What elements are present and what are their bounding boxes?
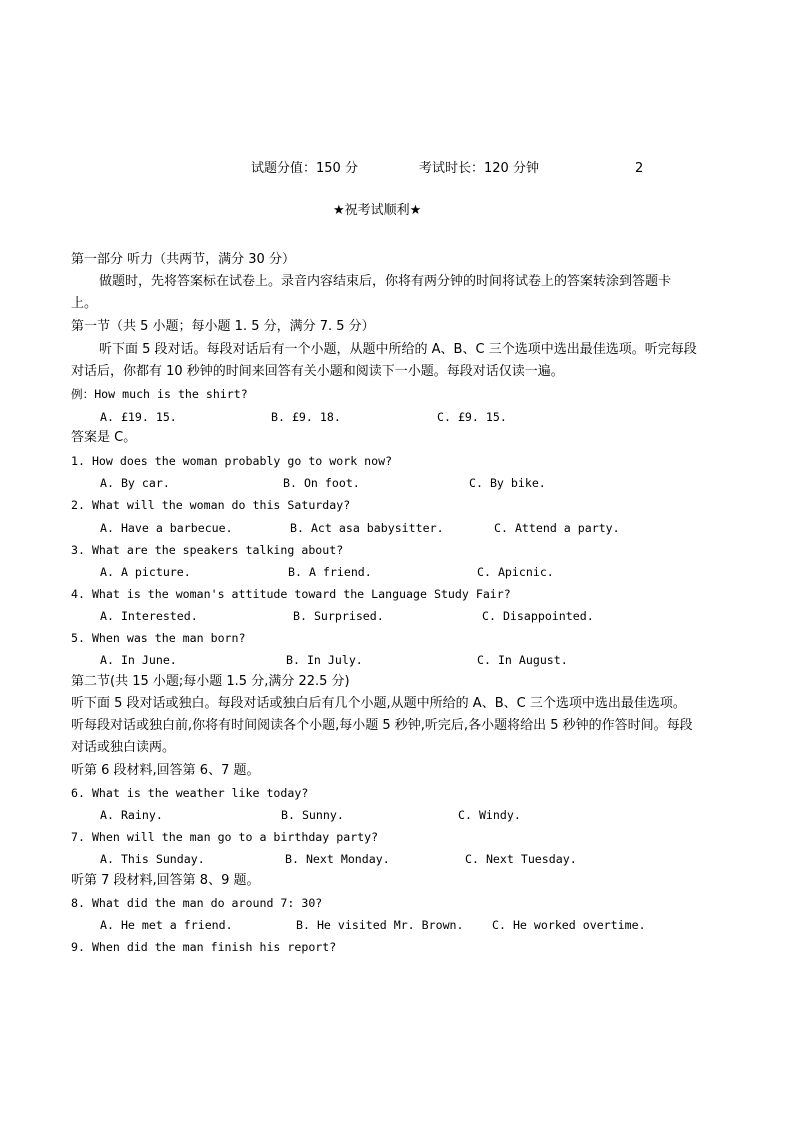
question-6: 6. What is the weather like today? [71,786,309,800]
question-2: 2. What will the woman do this Saturday? [71,498,351,512]
example-answer: 答案是 C。 [71,430,137,445]
question-3: 3. What are the speakers talking about? [71,543,344,557]
question-5-option-c: C. In August. [477,653,568,667]
question-6-option-b: B. Sunny. [281,808,344,822]
question-4-option-c: C. Disappointed. [482,609,594,623]
question-7: 7. When will the man go to a birthday party? [71,830,379,844]
question-3-option-c: C. Apicnic. [477,565,554,579]
part-one-title: 第一部分 听力（共两节，满分 30 分） [71,252,295,267]
question-2-option-b: B. Act asa babysitter. [290,521,444,535]
example-option-b: B. £9. 18. [271,410,341,424]
question-4-option-b: B. Surprised. [293,609,384,623]
exam-duration: 考试时长：120 分钟 [419,161,539,176]
question-1: 1. How does the woman probably go to work now? [71,454,393,468]
question-7-option-b: B. Next Monday. [285,852,390,866]
example-option-c: C. £9. 15. [437,410,507,424]
part-one-intro: 做题时，先将答案标在试卷上。录音内容结束后，你将有两分钟的时间将试卷上的答案转涂到答题卡 [99,274,672,289]
question-4-option-a: A. Interested. [100,609,198,623]
section-two-title: 第二节(共 15 小题;每小题 1.5 分,满分 22.5 分) [71,674,350,689]
question-1-option-c: C. By bike. [469,476,546,490]
question-8-option-b: B. He visited Mr. Brown. [296,918,464,932]
question-7-option-a: A. This Sunday. [100,852,205,866]
section-one-instructions: 听下面 5 段对话。每段对话后有一个小题，从题中所给的 A、B、C 三个选项中选出最佳选项。听完每段 [99,342,697,357]
section-two-instructions-cont: 听每段对话或独白前,你将有时间阅读各个小题,每小题 5 秒钟,听完后,各小题将给出 5 秒钟的作答时间。每段 [71,718,693,733]
question-2-option-c: C. Attend a party. [494,521,620,535]
question-7-option-c: C. Next Tuesday. [465,852,577,866]
example-question: 例：How much is the shirt? [71,387,248,401]
section-two-instructions-end: 对话或独白读两。 [71,740,176,755]
question-2-option-a: A. Have a barbecue. [100,521,233,535]
section-two-instructions: 听下面 5 段对话或独白。每段对话或独白后有几个小题,从题中所给的 A、B、C 三个选项中选出最佳选项。 [71,696,686,711]
question-3-option-b: B. A friend. [288,565,372,579]
page-number: 2 [635,161,644,176]
section-one-title: 第一节（共 5 小题；每小题 1. 5 分，满分 7. 5 分） [71,319,375,334]
question-9: 9. When did the man finish his report? [71,940,337,954]
good-luck-banner: ★祝考试顺利★ [333,203,422,218]
material-6-header: 听第 6 段材料,回答第 6、7 题。 [71,763,260,778]
question-1-option-b: B. On foot. [283,476,360,490]
question-5-option-b: B. In July. [286,653,363,667]
question-6-option-c: C. Windy. [458,808,521,822]
question-5: 5. When was the man born? [71,631,246,645]
question-8-option-c: C. He worked overtime. [492,918,646,932]
exam-score: 试题分值：150 分 [251,161,358,176]
question-3-option-a: A. A picture. [100,565,191,579]
question-8: 8. What did the man do around 7: 30? [71,896,323,910]
material-7-header: 听第 7 段材料,回答第 8、9 题。 [71,873,260,888]
part-one-intro-cont: 上。 [71,296,98,311]
question-6-option-a: A. Rainy. [100,808,163,822]
question-8-option-a: A. He met a friend. [100,918,233,932]
question-4: 4. What is the woman's attitude toward the Language Study Fair? [71,587,511,601]
question-1-option-a: A. By car. [100,476,170,490]
section-one-instructions-cont: 对话后，你都有 10 秒钟的时间来回答有关小题和阅读下一小题。每段对话仅读一遍。 [71,364,564,379]
question-5-option-a: A. In June. [100,653,177,667]
example-option-a: A. £19. 15. [100,410,177,424]
